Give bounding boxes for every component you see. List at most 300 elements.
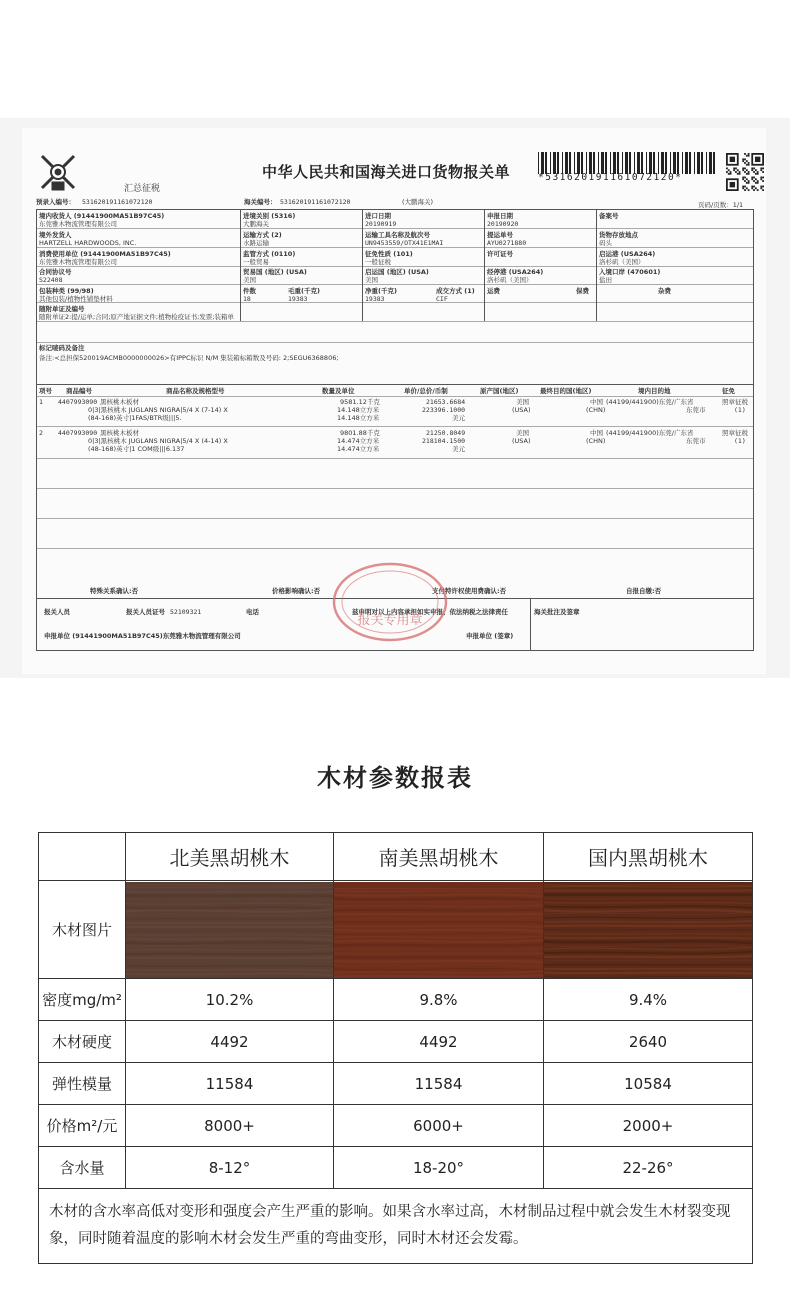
form-col-divider: [596, 209, 597, 321]
qr-module: [739, 173, 741, 175]
qr-module: [762, 186, 764, 188]
qr-module: [751, 187, 753, 189]
form-rule: [36, 321, 754, 322]
levy-value: 一般征税: [365, 258, 391, 266]
row-label-hardness: 木材硬度: [39, 1021, 126, 1063]
qr-module: [742, 186, 744, 188]
qr-module: [755, 173, 757, 175]
qr-module: [755, 182, 757, 184]
goods-row-domestic: (44199/441900)东莞/广东省: [606, 429, 694, 437]
barcode-bar: [709, 152, 712, 174]
qr-module: [728, 169, 730, 171]
declaration-statement: 兹申明对以上内容承担如实申报、依法纳税之法律责任: [352, 608, 508, 616]
qr-module: [748, 180, 750, 182]
barcode-bar: [701, 152, 703, 174]
barcode-bar: [694, 152, 695, 174]
supervision-label: 监管方式 (0110): [243, 250, 296, 258]
qr-module: [728, 173, 730, 175]
barcode-bar: [598, 152, 599, 174]
barcode-bar: [586, 152, 587, 174]
declaring-unit-signature-label: 申报单位 (签章): [466, 632, 514, 640]
qr-module: [748, 171, 750, 173]
insurance-label: 保费: [576, 287, 589, 295]
row-label-price: 价格m²/元: [39, 1105, 126, 1147]
entry-customs-label: 进境关别 (5316): [243, 212, 296, 220]
params-title: 木材参数报表: [317, 764, 473, 792]
declarant-cert-value: 52109321: [170, 608, 202, 616]
barcode-bar: [689, 152, 691, 174]
qr-module: [753, 167, 755, 169]
density-domestic: 9.4%: [544, 979, 753, 1021]
qr-module: [746, 182, 748, 184]
consignee-value: 东莞雅木物流管理有限公司: [39, 220, 117, 228]
supervision-value: 一般贸易: [243, 258, 269, 266]
price-south-american: 6000+: [334, 1105, 544, 1147]
barcode-bar: [610, 152, 611, 174]
wood-grain-line: [334, 960, 543, 961]
qr-module: [744, 177, 746, 179]
row-label-moisture: 含水量: [39, 1147, 126, 1189]
qr-module: [762, 189, 764, 191]
row-label-wood-image: 木材图片: [39, 881, 126, 979]
consumer-value: 东莞雅木物流管理有限公司: [39, 258, 117, 266]
qr-module: [760, 177, 762, 179]
header-corner-cell: [39, 833, 126, 881]
qr-module: [735, 167, 737, 169]
wood-grain-line: [334, 888, 543, 889]
storage-value: 码头: [599, 239, 612, 247]
wood-sample-south-american: [334, 882, 543, 978]
moisture-domestic: 22-26°: [544, 1147, 753, 1189]
wood-image-row: [39, 881, 753, 979]
qr-module: [757, 180, 759, 182]
form-border-left: [36, 209, 37, 650]
trade-country-value: 美国: [243, 276, 256, 284]
pieces-value: 18: [243, 295, 251, 303]
qr-module: [751, 186, 753, 188]
page-number: 页码/页数：1/1: [698, 201, 744, 209]
qr-module: [726, 171, 728, 173]
barcode-bar: [649, 152, 652, 174]
goods-header-name: 商品名称及规格型号: [166, 387, 225, 395]
barcode-bar: [601, 152, 604, 174]
moisture-note: 木材的含水率高低对变形和强度会产生严重的影响。如果含水率过高，木材制品过程中就会发生木材裂变现象，同时随着温度的影响木材会发生严重的弯曲变形，同时木材还会发霉。: [39, 1189, 753, 1264]
qr-module: [726, 167, 728, 169]
qr-module: [753, 180, 755, 182]
goods-header-price: 单价/总价/币制: [404, 387, 448, 395]
consumer-label: 消费使用单位 (91441900MA51B97C45): [39, 250, 171, 258]
barcode-bar: [670, 152, 671, 174]
qr-module: [753, 177, 755, 179]
goods-row-origin-code: (USA): [512, 406, 531, 414]
qr-module: [742, 187, 744, 189]
pieces-label: 件数: [243, 287, 256, 295]
customs-declaration-stamp: [330, 560, 450, 644]
barcode-bar: [697, 152, 700, 174]
qr-code-icon: [726, 153, 764, 191]
qr-module: [730, 171, 732, 173]
qr-module: [744, 189, 746, 191]
barcode-bar: [574, 152, 575, 174]
barcode-bar: [653, 152, 655, 174]
storage-label: 货物存放地点: [599, 231, 638, 239]
qr-module: [757, 182, 759, 184]
wood-grain-line: [126, 895, 333, 896]
form-rule: [36, 384, 754, 385]
table-row-elastic-modulus: [39, 1063, 753, 1105]
qr-module: [751, 177, 753, 179]
qr-module: [744, 162, 746, 164]
qr-module: [748, 155, 750, 157]
goods-row-spec: 0|3|黑核桃木 JUGLANS NIGRA|5/4 X (4-14) X: [88, 437, 228, 445]
barcode-bar: [706, 152, 707, 174]
qr-module: [746, 169, 748, 171]
qr-module: [762, 171, 764, 173]
goods-header-destination: 最终目的国(地区): [540, 387, 592, 395]
barcode-bar: [617, 152, 619, 174]
misc-fee-label: 杂费: [658, 287, 671, 295]
qr-module: [760, 186, 762, 188]
qr-module: [748, 162, 750, 164]
goods-row-spec: (48-168)英寸|1 COM级|||6.137: [88, 445, 185, 453]
departure-port-label: 启运港 (USA264): [599, 250, 656, 258]
goods-row-code: 4407993090: [58, 398, 98, 406]
form-border-right: [753, 209, 754, 650]
qr-module: [742, 160, 744, 162]
form-rule: [36, 342, 754, 343]
goods-row-levy-code: (1): [734, 437, 746, 445]
qr-module: [762, 180, 764, 182]
contract-value: S22408: [39, 276, 63, 284]
deal-type-label: 成交方式 (1): [436, 287, 475, 295]
gross-weight-value: 19383: [288, 295, 308, 303]
goods-header-domestic: 境内目的地: [638, 387, 671, 395]
wood-grain-line: [126, 887, 333, 888]
barcode-bar: [673, 152, 676, 174]
column-header-north-american: 北美黑胡桃木: [126, 833, 334, 881]
entry-customs-value: 大鹏海关: [243, 220, 269, 228]
barcode-bar: [637, 152, 640, 174]
goods-row-qty: 9801.88千克: [340, 429, 380, 437]
barcode-bar: [545, 152, 547, 174]
barcode-bar: [589, 152, 592, 174]
entry-port-value: 盐田: [599, 276, 612, 284]
qr-module: [744, 180, 746, 182]
transit-port-label: 经停港 (USA264): [487, 268, 544, 276]
wood-grain-line: [334, 909, 543, 910]
goods-row-qty: 14.474立方米: [337, 437, 380, 445]
goods-row-spec: (84-168)英寸|1FAS/BTR级|||5.: [88, 414, 182, 422]
column-header-domestic: 国内黑胡桃木: [544, 833, 753, 881]
barcode-bar: [550, 152, 551, 174]
goods-row-domestic: 东莞市: [686, 406, 706, 414]
goods-row-domestic: (44199/441900)东莞/广东省: [606, 398, 694, 406]
goods-header-code: 商品编号: [66, 387, 92, 395]
goods-row-unit-price: 21250.8049: [426, 429, 466, 437]
vessel-label: 运输工具名称及航次号: [365, 231, 430, 239]
docs-label: 随附单证及编号: [39, 305, 85, 313]
wood-grain-line: [544, 968, 752, 969]
qr-module: [755, 187, 757, 189]
qr-module: [746, 155, 748, 157]
barcode-bar: [646, 152, 647, 174]
barcode-bar: [538, 152, 539, 174]
goods-row-qty: 14.148立方米: [337, 414, 380, 422]
qr-module: [746, 178, 748, 180]
qr-module: [748, 173, 750, 175]
form-rule: [36, 396, 754, 397]
record-no-label: 备案号: [599, 212, 619, 220]
shipper-label: 境外发货人: [39, 231, 72, 239]
departure-port-value: 洛杉矶（美国）: [599, 258, 645, 266]
bill-value: AYU0271880: [487, 239, 527, 247]
goods-row-destination: 中国: [590, 429, 603, 437]
package-label: 包装种类 (99/98): [39, 287, 94, 295]
goods-row-code: 4407993090: [58, 429, 98, 437]
goods-row-currency: 美元: [452, 414, 465, 422]
qr-module: [746, 164, 748, 166]
qr-module: [755, 169, 757, 171]
table-row-density: [39, 979, 753, 1021]
trade-country-label: 贸易国 (地区) (USA): [243, 268, 307, 276]
hardness-south-american: 4492: [334, 1021, 544, 1063]
freight-label: 运费: [487, 287, 500, 295]
form-rule: [36, 228, 754, 229]
qr-module: [744, 167, 746, 169]
qr-module: [753, 171, 755, 173]
goods-row-qty: 14.474立方米: [337, 445, 380, 453]
barcode-bar: [641, 152, 643, 174]
qr-module: [744, 153, 746, 155]
table-row-hardness: [39, 1021, 753, 1063]
wood-grain-line: [334, 922, 543, 923]
qr-module: [760, 187, 762, 189]
vessel-value: UN9453559/OTX41E1MAI: [365, 239, 444, 247]
table-header-row: [39, 833, 753, 881]
qr-module: [751, 169, 753, 171]
elastic-modulus-north-american: 11584: [126, 1063, 334, 1105]
form-rule: [36, 247, 754, 248]
wood-grain-line: [334, 957, 543, 958]
barcode-bar: [593, 152, 595, 174]
goods-row-destination-code: (CHN): [586, 406, 606, 414]
wood-grain-line: [126, 973, 333, 975]
hardness-north-american: 4492: [126, 1021, 334, 1063]
qr-module: [742, 178, 744, 180]
phone-label: 电话: [246, 608, 259, 616]
qr-module: [757, 171, 759, 173]
stamp-text: 报关专用章: [357, 613, 423, 628]
wood-grain-line: [544, 956, 752, 957]
goods-row-spec: 0|3|黑核桃木 JUGLANS NIGRA|5/4 X (7-14) X: [88, 406, 228, 414]
contract-label: 合同协议号: [39, 268, 72, 276]
marks-value: 备注:<总担保520019ACMB0000000026>有IPPC标识 N/M 集装箱标箱数及号码: 2;SEGU6368806;: [39, 354, 339, 362]
qr-module: [737, 173, 739, 175]
table-note-row: [39, 1189, 753, 1264]
customs-no-label: 海关编号：: [244, 198, 277, 206]
qr-module: [751, 167, 753, 169]
form-rule: [36, 302, 754, 303]
goods-row-origin: 美国: [516, 429, 529, 437]
wood-grain-line: [334, 925, 543, 926]
form-border-bottom: [36, 650, 754, 651]
levy-label: 征免性质 (101): [365, 250, 413, 258]
docs-value: 随附单证2:提/运单;合同;原产地证据文件;植物检疫证书;发票;装箱单: [39, 313, 234, 321]
qr-module: [739, 171, 741, 173]
form-rule: [36, 266, 754, 267]
declare-date-value: 20190920: [487, 220, 519, 228]
form-rule: [36, 426, 754, 427]
row-label-density: 密度mg/m²: [39, 979, 126, 1021]
goods-row-name: 黑核桃木板材: [100, 429, 139, 437]
form-col-divider: [362, 209, 363, 321]
wood-grain-line: [544, 925, 752, 926]
barcode-bar: [553, 152, 556, 174]
net-weight-value: 19383: [365, 295, 385, 303]
qr-module: [753, 186, 755, 188]
qr-module: [742, 167, 744, 169]
marks-label: 标记唛码及备注: [39, 344, 85, 352]
wood-grain-line: [126, 969, 333, 970]
qr-module: [733, 169, 735, 171]
barcode-bar: [613, 152, 616, 174]
qr-module: [762, 177, 764, 179]
qr-module: [748, 164, 750, 166]
barcode-bar: [658, 152, 659, 174]
wood-grain-line: [126, 965, 333, 966]
moisture-north-american: 8-12°: [126, 1147, 334, 1189]
wood-grain-line: [334, 975, 543, 977]
barcode-bar: [562, 152, 563, 174]
declaring-unit: 申报单位 (91441900MA51B97C45)东莞雅木物流管理有限公司: [44, 632, 241, 640]
density-north-american: 10.2%: [126, 979, 334, 1021]
declaration-subtitle: 汇总征税: [124, 184, 161, 194]
qr-module: [757, 189, 759, 191]
barcode-text: *531620191161072120*: [538, 172, 683, 183]
goods-header-origin: 原产国(地区): [480, 387, 519, 395]
qr-module: [746, 173, 748, 175]
goods-row-qty: 9581.12千克: [340, 398, 380, 406]
qr-module: [748, 153, 750, 155]
qr-module: [730, 182, 735, 187]
barcode-bar: [634, 152, 635, 174]
barcode-bar: [713, 152, 715, 174]
goods-row-origin: 美国: [516, 398, 529, 406]
qr-module: [748, 182, 750, 184]
table-row-price: [39, 1105, 753, 1147]
qr-module: [755, 178, 757, 180]
import-date-label: 进口日期: [365, 212, 391, 220]
goods-row-no: 2: [39, 429, 43, 437]
wood-grain-line: [544, 933, 752, 934]
barcode-bar: [682, 152, 683, 174]
pre-entry-number: 531620191161072120: [82, 198, 153, 206]
wood-parameter-table: [38, 832, 753, 1264]
qr-module: [733, 167, 735, 169]
net-weight-label: 净重(千克): [365, 287, 397, 295]
qr-module: [760, 178, 762, 180]
wood-grain-line: [334, 944, 543, 945]
goods-row-levy: 照章征税: [722, 429, 748, 437]
form-border-top: [36, 209, 754, 210]
goods-row-total-price: 223396.1000: [422, 406, 466, 414]
royalty-confirm: 支付特许权使用费确认:否: [432, 587, 507, 595]
bill-label: 提运单号: [487, 231, 513, 239]
declare-date-label: 申报日期: [487, 212, 513, 220]
goods-row-domestic: 东莞市: [686, 437, 706, 445]
goods-header-levy: 征免: [722, 387, 735, 395]
barcode-bar: [629, 152, 631, 174]
wood-grain-line: [126, 922, 333, 923]
transport-label: 运输方式 (2): [243, 231, 282, 239]
declarant-label: 报关人员: [44, 608, 70, 616]
barcode-bar: [605, 152, 607, 174]
wood-sample-domestic: [544, 882, 752, 978]
form-col-divider: [530, 598, 531, 650]
entry-port-label: 入境口岸 (470601): [599, 268, 661, 276]
qr-module: [755, 157, 760, 162]
moisture-south-american: 18-20°: [334, 1147, 544, 1189]
goods-row-unit-price: 21653.6684: [426, 398, 466, 406]
qr-module: [748, 189, 750, 191]
wood-grain-line: [126, 957, 333, 958]
barcode-bar: [581, 152, 583, 174]
origin-country-label: 启运国 (地区) (USA): [365, 268, 429, 276]
transport-value: 水路运输: [243, 239, 269, 247]
barcode-bar: [625, 152, 628, 174]
qr-module: [760, 169, 762, 171]
form-rule: [36, 518, 754, 519]
import-date-value: 20190919: [365, 220, 397, 228]
form-rule: [36, 284, 754, 285]
barcode-bar: [685, 152, 688, 174]
goods-row-destination: 中国: [590, 398, 603, 406]
wood-grain-line: [544, 890, 752, 891]
price-domestic: 2000+: [544, 1105, 753, 1147]
qr-module: [742, 158, 744, 160]
qr-module: [746, 187, 748, 189]
elastic-modulus-south-american: 11584: [334, 1063, 544, 1105]
wood-grain-line: [544, 937, 752, 938]
qr-module: [744, 158, 746, 160]
goods-header-qty: 数量及单位: [322, 387, 355, 395]
form-rule: [36, 458, 754, 459]
wood-grain-line: [334, 929, 543, 931]
barcode-bar: [541, 152, 544, 174]
qr-module: [760, 167, 762, 169]
barcode-bar: [565, 152, 568, 174]
wood-grain-line: [544, 941, 752, 943]
qr-module: [751, 178, 753, 180]
barcode: [538, 152, 718, 174]
barcode-bar: [577, 152, 580, 174]
qr-module: [730, 157, 735, 162]
qr-module: [762, 167, 764, 169]
goods-row-total-price: 218104.1500: [422, 437, 466, 445]
customs-number: 531620191161072120: [280, 198, 351, 206]
goods-row-currency: 美元: [452, 445, 465, 453]
declaration-title: 中华人民共和国海关进口货物报关单: [262, 163, 511, 181]
qr-module: [744, 186, 746, 188]
goods-row-qty: 14.148立方米: [337, 406, 380, 414]
table-row-moisture: [39, 1147, 753, 1189]
qr-module: [757, 173, 759, 175]
qr-module: [742, 177, 744, 179]
barcode-bar: [569, 152, 571, 174]
form-col-divider: [240, 209, 241, 321]
declarant-cert-label: 报关人员证号: [126, 608, 165, 616]
self-declare-confirm: 自报自缴:否: [626, 587, 662, 595]
